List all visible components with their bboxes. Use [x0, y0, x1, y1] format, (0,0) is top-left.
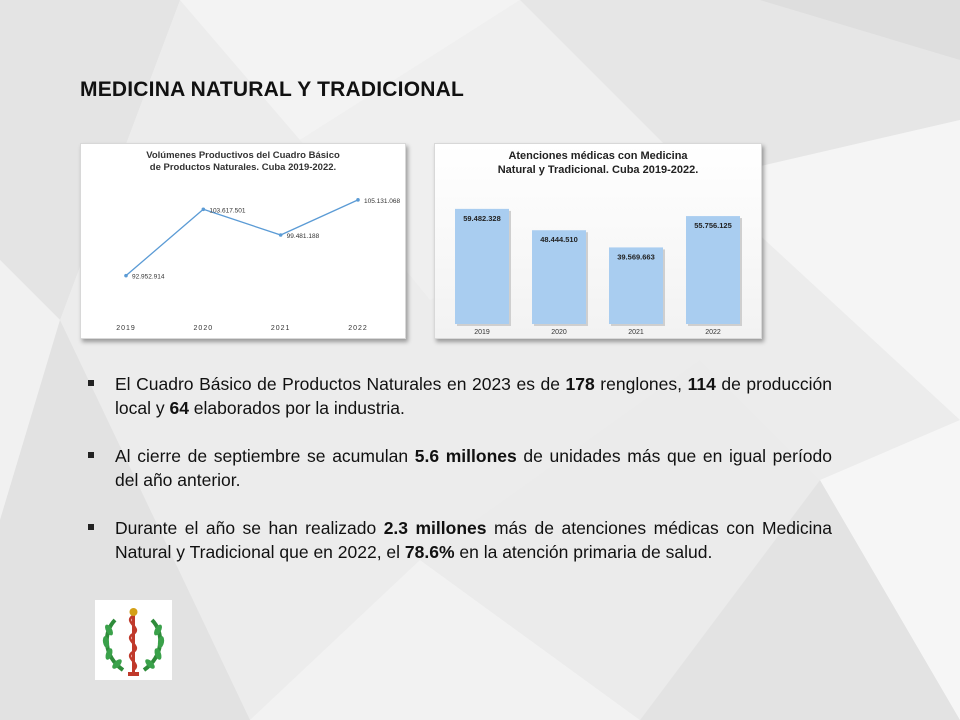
- bullet-text: de producción local y: [115, 374, 832, 418]
- data-label: 99.481.188: [286, 233, 320, 241]
- x-tick-label: 2019: [116, 325, 136, 332]
- data-label: 59.482.328: [463, 213, 501, 223]
- bullet-item: [88, 372, 832, 420]
- bullet-text: más de atenciones médicas con Medicina Natural y Tradicional que en 2022, el: [115, 518, 832, 562]
- bullet-highlight-text: 2.3 millones: [383, 518, 487, 538]
- x-tick-label: 2021: [628, 329, 644, 336]
- x-tick-label: 2021: [270, 325, 291, 332]
- data-point: [202, 207, 206, 211]
- bullet-list: [88, 372, 832, 588]
- bullet-highlight-text: 178: [565, 374, 595, 394]
- health-emblem-logo: [95, 600, 172, 680]
- bullet-highlight-text: 78.6%: [404, 542, 455, 562]
- data-label: 39.569.663: [617, 252, 655, 262]
- data-label: 48.444.510: [540, 235, 578, 245]
- data-label: 103.617.501: [209, 207, 246, 215]
- bar: [532, 230, 586, 324]
- chart-title-line-2: de Productos Naturales. Cuba 2019-2022.: [149, 162, 337, 173]
- chart-title-line-1: Atenciones médicas con Medicina: [508, 150, 688, 162]
- x-tick-label: 2022: [705, 329, 721, 336]
- bullet-text: renglones,: [594, 374, 688, 394]
- data-label: 92.952.914: [132, 273, 165, 281]
- caduceus-laurel-icon: [95, 600, 172, 680]
- data-point: [279, 233, 283, 237]
- chart-title-line-2: Natural y Tradicional. Cuba 2019-2022.: [497, 164, 699, 176]
- production-volume-line-chart: [81, 144, 405, 338]
- x-tick-label: 2020: [193, 325, 214, 332]
- bar-chart-card: [434, 143, 762, 339]
- bullet-text: El Cuadro Básico de Productos Naturales en 2023 es de: [115, 374, 566, 394]
- bullet-text: de unidades más que en igual período del año anterior.: [115, 446, 832, 490]
- bullet-text: Al cierre de septiembre se acumulan: [115, 446, 415, 466]
- medical-attention-bar-chart: [435, 144, 761, 338]
- bar: [686, 216, 740, 324]
- chart-title-line-1: Volúmenes Productivos del Cuadro Básico: [146, 150, 340, 161]
- data-label: 105.131.068: [364, 197, 401, 205]
- bullet-highlight-text: 5.6 millones: [414, 446, 517, 466]
- data-point: [124, 274, 128, 278]
- data-point: [356, 198, 360, 202]
- x-tick-label: 2019: [474, 329, 490, 336]
- bullet-highlight-text: 64: [169, 398, 189, 418]
- bullet-text: en la atención primaria de salud.: [454, 542, 713, 562]
- bullet-text: elaborados por la industria.: [188, 398, 405, 418]
- bullet-item: [88, 516, 832, 564]
- bullet-highlight-text: 114: [687, 374, 716, 394]
- page-title: MEDICINA NATURAL Y TRADICIONAL: [80, 78, 464, 101]
- bullet-item: [88, 444, 832, 492]
- x-tick-label: 2022: [348, 325, 368, 332]
- x-tick-label: 2020: [551, 329, 567, 336]
- bar: [455, 209, 509, 324]
- bullet-text: Durante el año se han realizado: [115, 518, 384, 538]
- line-chart-card: [80, 143, 406, 339]
- data-label: 55.756.125: [694, 221, 732, 231]
